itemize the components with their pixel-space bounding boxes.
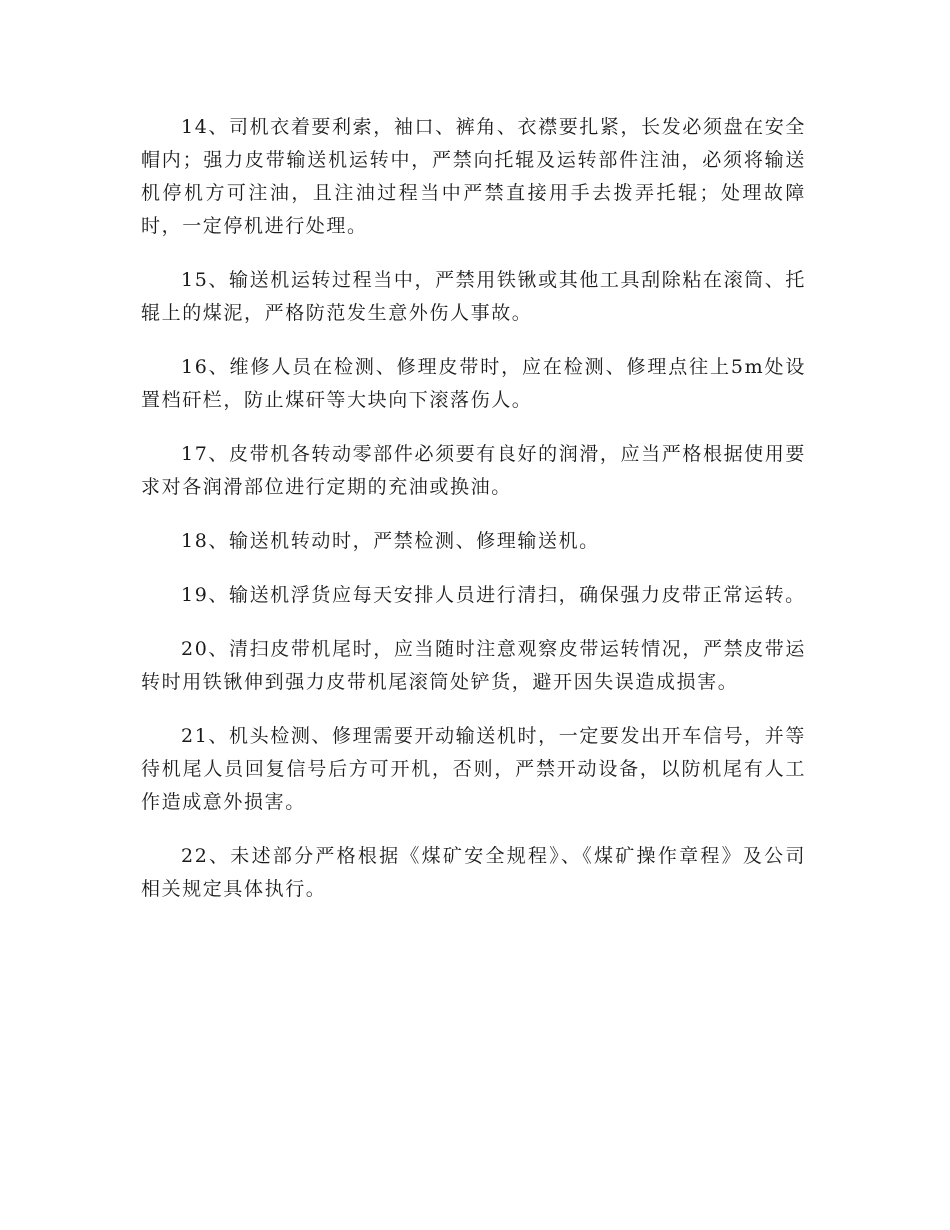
paragraph-15: 15、输送机运转过程当中，严禁用铁锹或其他工具刮除粘在滚筒、托辊上的煤泥，严格防范发生意外伤人事故。 bbox=[141, 269, 806, 324]
paragraph-22: 22、未述部分严格根据《煤矿安全规程》、《煤矿操作章程》及公司相关规定具体执行。 bbox=[141, 845, 806, 900]
paragraph-14: 14、司机衣着要利索，袖口、裤角、衣襟要扎紧，长发必须盘在安全帽内；强力皮带输送机运转中，严禁向托辊及运转部件注油，必须将输送机停机方可注油，且注油过程当中严禁直接用手去拨弄托辊；处理故障时，一定停机进行处理。 bbox=[141, 116, 806, 237]
document-body bbox=[141, 111, 806, 927]
paragraph-17: 17、皮带机各转动零部件必须要有良好的润滑，应当严格根据使用要求对各润滑部位进行定期的充油或换油。 bbox=[141, 443, 806, 498]
paragraph-20: 20、清扫皮带机尾时，应当随时注意观察皮带运转情况，严禁皮带运转时用铁锹伸到强力皮带机尾滚筒处铲货，避开因失误造成损害。 bbox=[141, 638, 806, 693]
paragraph-16: 16、维修人员在检测、修理皮带时，应在检测、修理点往上5m处设置档矸栏，防止煤矸等大块向下滚落伤人。 bbox=[141, 356, 806, 411]
paragraph-21: 21、机头检测、修理需要开动输送机时，一定要发出开车信号，并等待机尾人员回复信号后方可开机，否则，严禁开动设备，以防机尾有人工作造成意外损害。 bbox=[141, 725, 806, 813]
paragraph-18: 18、输送机转动时，严禁检测、修理输送机。 bbox=[181, 530, 600, 552]
paragraph-19: 19、输送机浮货应每天安排人员进行清扫，确保强力皮带正常运转。 bbox=[181, 584, 806, 606]
